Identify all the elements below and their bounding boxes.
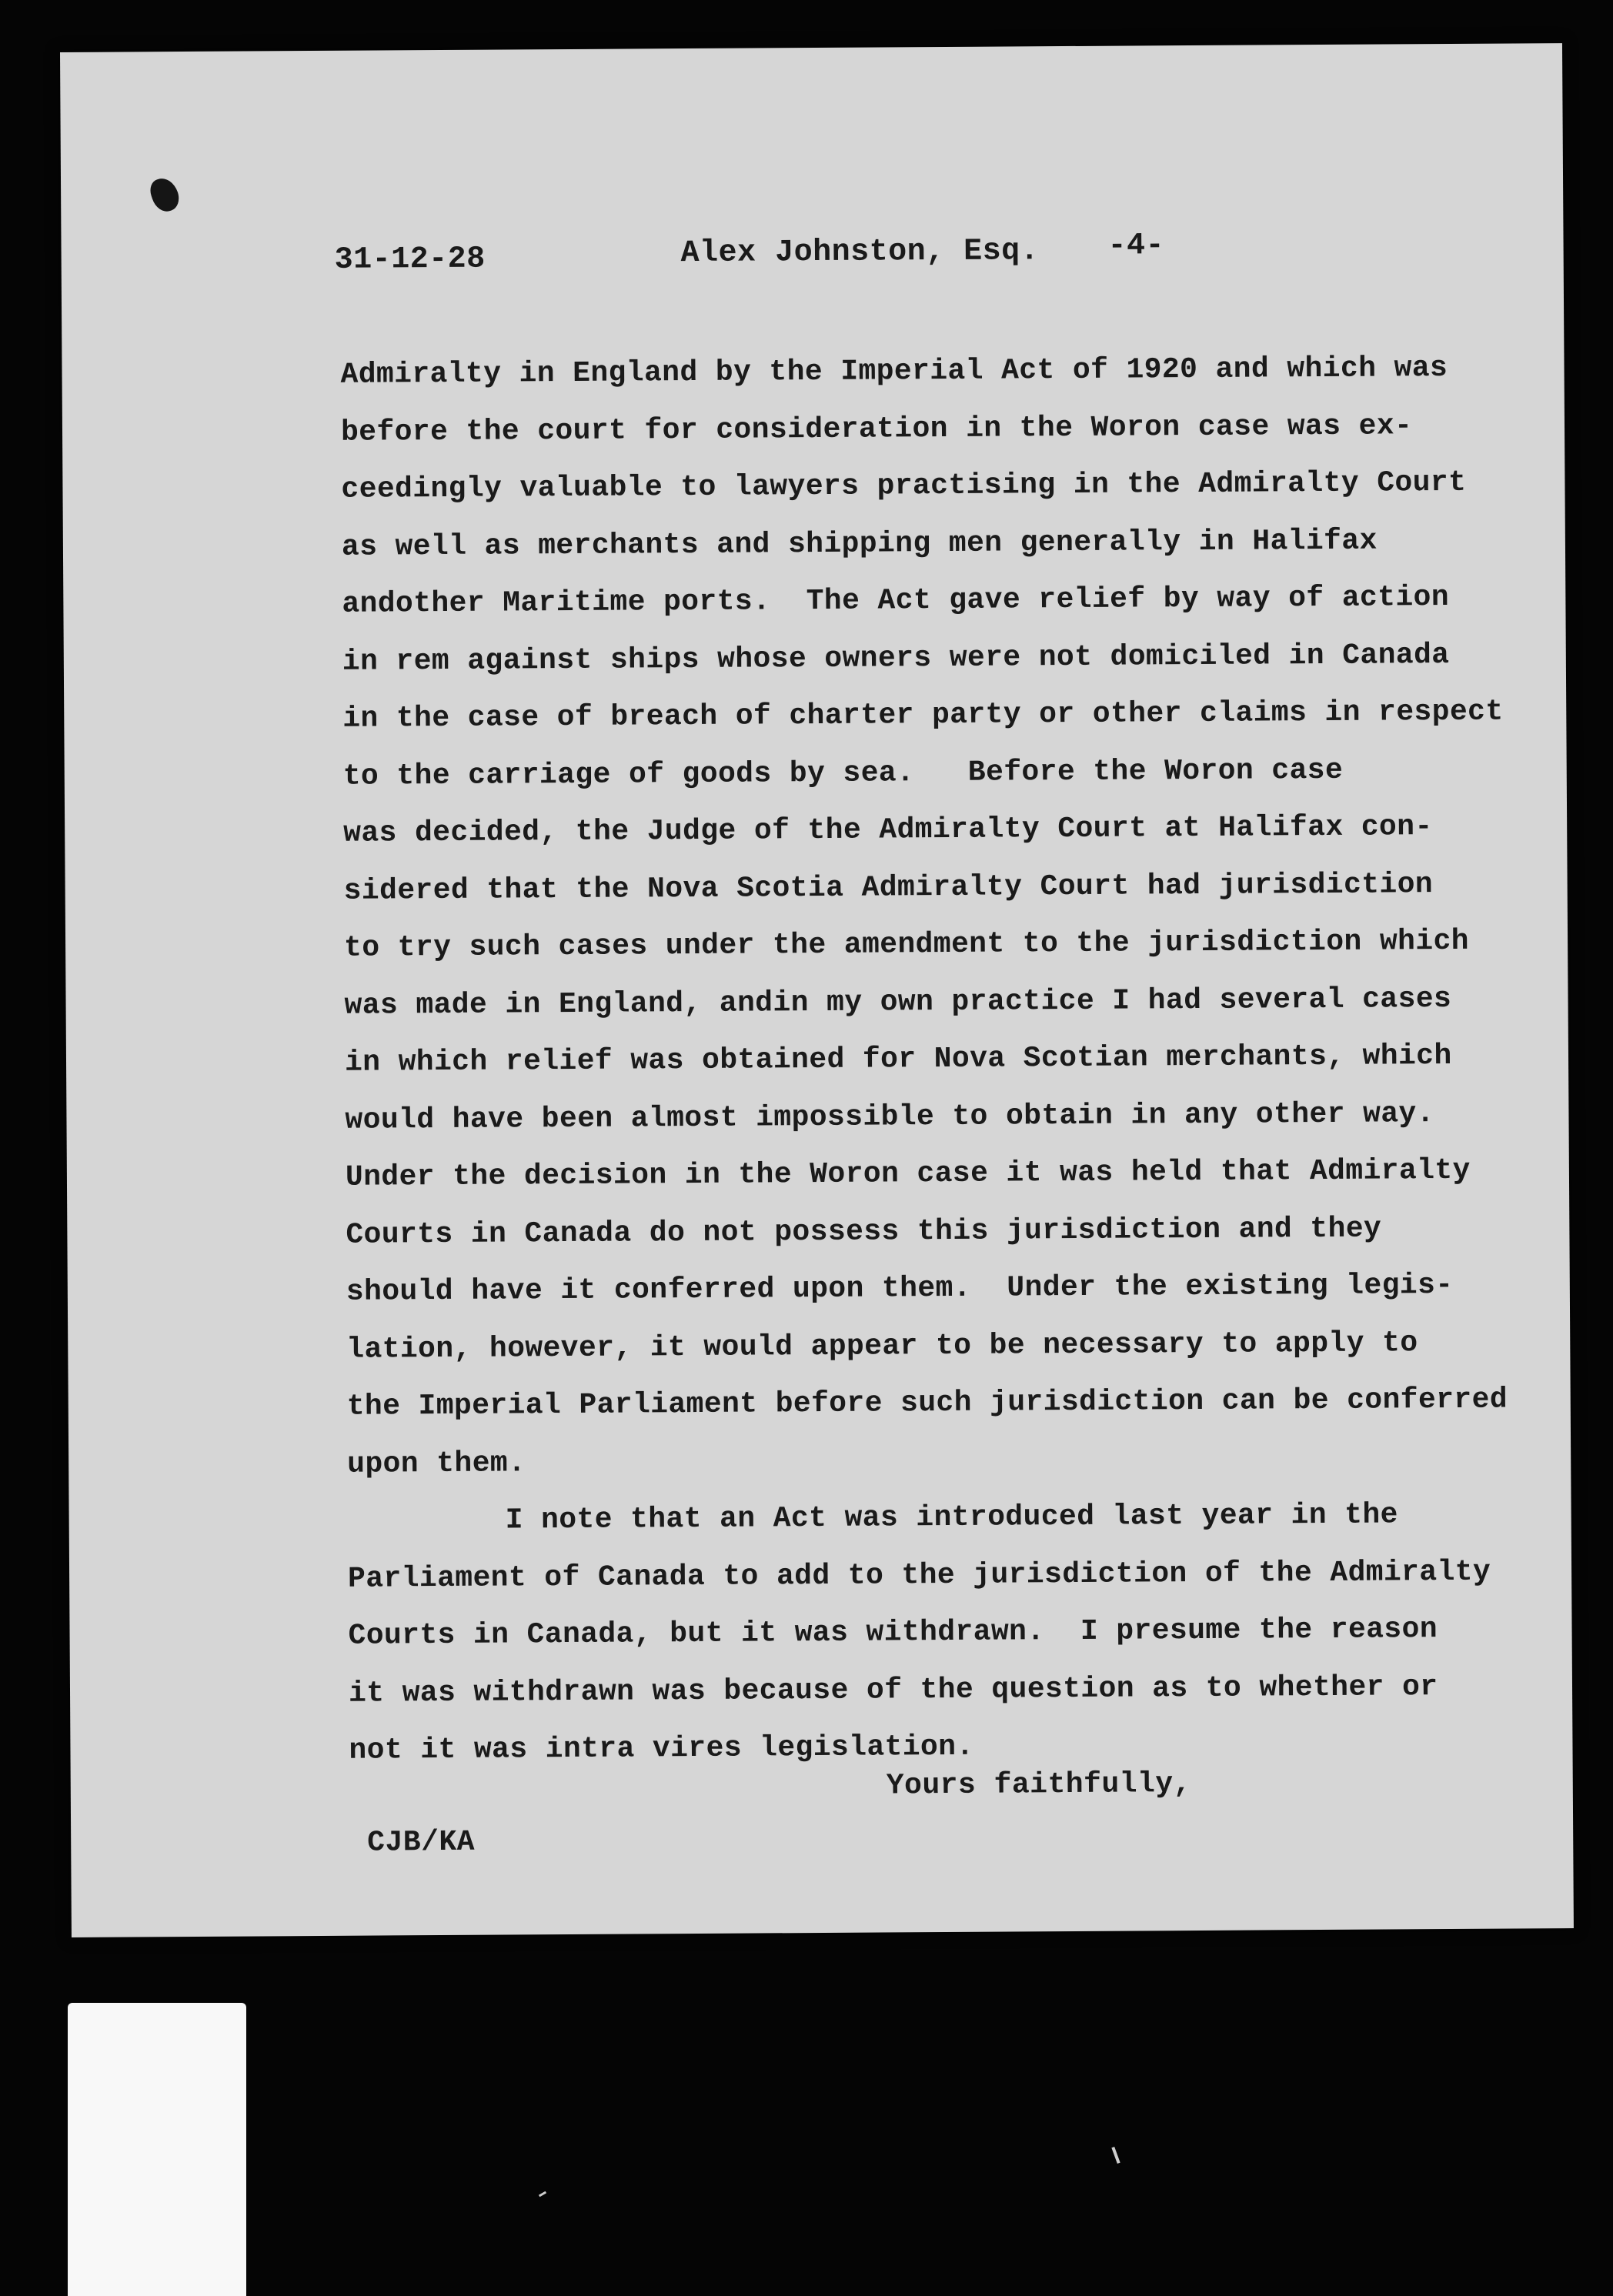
film-label-strip (68, 2003, 246, 2296)
page-number: -4- (1107, 229, 1165, 264)
body-line: not it was intra vires legislation. (349, 1730, 974, 1767)
letter-body (340, 339, 1549, 1780)
punch-hole-mark (147, 175, 182, 215)
body-line: to try such cases under the amendment to the jurisdiction which (343, 924, 1470, 965)
body-line: was decided, the Judge of the Admiralty Court at Halifax con- (343, 810, 1433, 850)
letter-closing: Yours faithfully, (886, 1767, 1192, 1803)
body-line: Courts in Canada, but it was withdrawn. I presume the reason (348, 1613, 1438, 1653)
typist-initials: CJB/KA (367, 1825, 476, 1860)
body-line: sidered that the Nova Scotia Admiralty Court had jurisdiction (343, 867, 1434, 908)
body-line: Courts in Canada do not possess this jurisdiction and they (346, 1212, 1382, 1252)
body-line: should have it conferred upon them. Under the existing legis- (346, 1268, 1454, 1309)
film-speck (539, 2191, 546, 2198)
body-line: Parliament of Canada to add to the jurisdiction of the Admiralty (347, 1555, 1491, 1596)
body-line: Under the decision in the Woron case it was held that Admiralty (345, 1153, 1471, 1194)
letter-date: 31-12-28 (334, 242, 486, 278)
body-line: in the case of breach of charter party or other claims in respect (342, 695, 1504, 736)
letter-addressee: Alex Johnston, Esq. (680, 234, 1040, 272)
body-line: would have been almost impossible to obtain in any other way. (345, 1096, 1435, 1137)
film-speck (1111, 2147, 1120, 2164)
body-line: as well as merchants and shipping men generally in Halifax (341, 524, 1378, 564)
body-line: it was withdrawn was because of the question as to whether or (348, 1670, 1438, 1710)
body-line: was made in England, andin my own practice I had several cases (344, 982, 1452, 1023)
body-line: lation, however, it would appear to be necessary to apply to (346, 1326, 1418, 1367)
body-line: andother Maritime ports. The Act gave relief by way of action (342, 580, 1450, 621)
body-line: the Imperial Parliament before such jurisdiction can be conferred (346, 1383, 1508, 1423)
body-line: Admiralty in England by the Imperial Act of 1920 and which was (340, 351, 1448, 392)
body-line: in rem against ships whose owners were not domiciled in Canada (342, 638, 1450, 679)
body-line: upon them. (347, 1446, 526, 1481)
body-line: to the carriage of goods by sea. Before the Woron case (342, 753, 1344, 793)
body-line: I note that an Act was introduced last year in the (505, 1498, 1398, 1537)
body-line: in which relief was obtained for Nova Scotian merchants, which (344, 1039, 1452, 1080)
body-line: ceedingly valuable to lawyers practising in the Admiralty Court (341, 466, 1467, 506)
body-line: before the court for consideration in the Woron case was ex- (340, 409, 1413, 449)
letter-page (60, 43, 1574, 1937)
